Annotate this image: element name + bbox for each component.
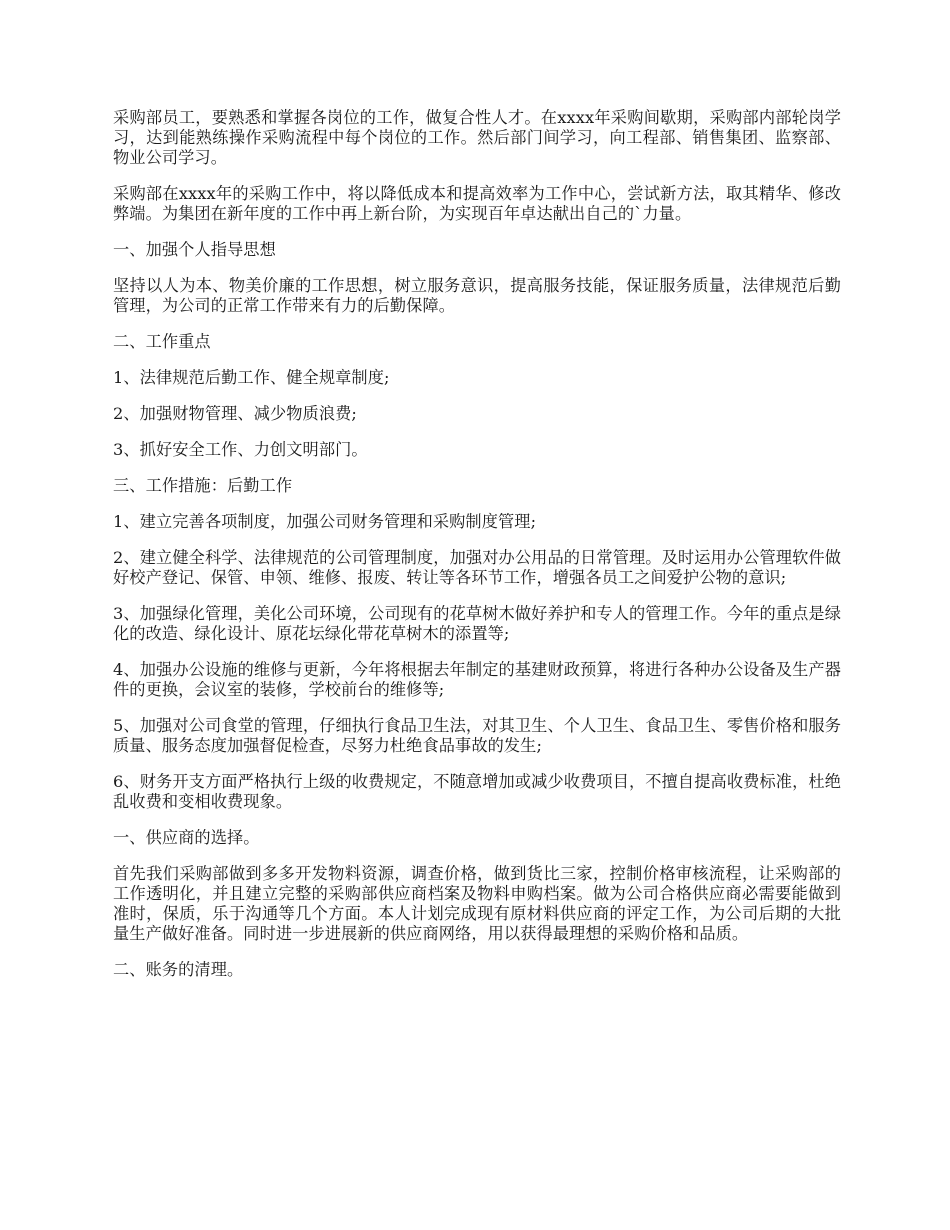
heading-work-focus: 二、工作重点 [113, 332, 211, 351]
list-item-focus-2: 2、加强财物管理、减少物质浪费; [113, 404, 357, 423]
list-item-focus-3: 3、抓好安全工作、力创文明部门。 [113, 440, 368, 459]
list-item-measure-6: 6、财务开支方面严格执行上级的收费规定，不随意增加或减少收费项目，不擅自提高收费标准，杜绝乱收费和变相收费现象。 [113, 772, 841, 811]
heading-work-measures: 三、工作措施：后勤工作 [113, 476, 293, 495]
heading-guiding-thought: 一、加强个人指导思想 [113, 240, 276, 259]
list-item-measure-1: 1、建立完善各项制度，加强公司财务管理和采购制度管理; [113, 512, 537, 531]
paragraph-staff-rotation: 采购部员工，要熟悉和掌握各岗位的工作，做复合性人才。在xxxx年采购间歇期，采购部内部轮岗学习，达到能熟练操作采购流程中每个岗位的工作。然后部门间学习，向工程部、销售集团、监察部、物业公司学习。 [113, 108, 841, 167]
list-item-measure-3: 3、加强绿化管理，美化公司环境，公司现有的花草树木做好养护和专人的管理工作。今年的重点是绿化的改造、绿化设计、原花坛绿化带花草树木的添置等; [113, 604, 841, 643]
paragraph-purchasing-goal: 采购部在xxxx年的采购工作中，将以降低成本和提高效率为工作中心，尝试新方法，取其精华、修改弊端。为集团在新年度的工作中再上新台阶，为实现百年卓达献出自己的`力量。 [113, 184, 841, 223]
document-body [113, 108, 841, 996]
heading-supplier-selection: 一、供应商的选择。 [113, 828, 260, 847]
paragraph-guiding-thought: 坚持以人为本、物美价廉的工作思想，树立服务意识，提高服务技能，保证服务质量，法律规范后勤管理，为公司的正常工作带来有力的后勤保障。 [113, 276, 841, 315]
heading-account-clearing: 二、账务的清理。 [113, 960, 244, 979]
list-item-focus-1: 1、法律规范后勤工作、健全规章制度; [113, 368, 390, 387]
paragraph-supplier-selection: 首先我们采购部做到多多开发物料资源，调查价格，做到货比三家，控制价格审核流程，让采购部的工作透明化，并且建立完整的采购部供应商档案及物料申购档案。做为公司合格供应商必需要能做到准时，保质，乐于沟通等几个方面。本人计划完成现有原材料供应商的评定工作，为公司后期的大批量生产做好准备。同时进一步进展新的供应商网络，用以获得最理想的采购价格和品质。 [113, 864, 841, 943]
list-item-measure-4: 4、加强办公设施的维修与更新，今年将根据去年制定的基建财政预算，将进行各种办公设备及生产器件的更换，会议室的装修，学校前台的维修等; [113, 660, 841, 699]
list-item-measure-2: 2、建立健全科学、法律规范的公司管理制度，加强对办公用品的日常管理。及时运用办公管理软件做好校产登记、保管、申领、维修、报废、转让等各环节工作，增强各员工之间爱护公物的意识; [113, 548, 841, 587]
list-item-measure-5: 5、加强对公司食堂的管理，仔细执行食品卫生法，对其卫生、个人卫生、食品卫生、零售价格和服务质量、服务态度加强督促检查，尽努力杜绝食品事故的发生; [113, 716, 841, 755]
